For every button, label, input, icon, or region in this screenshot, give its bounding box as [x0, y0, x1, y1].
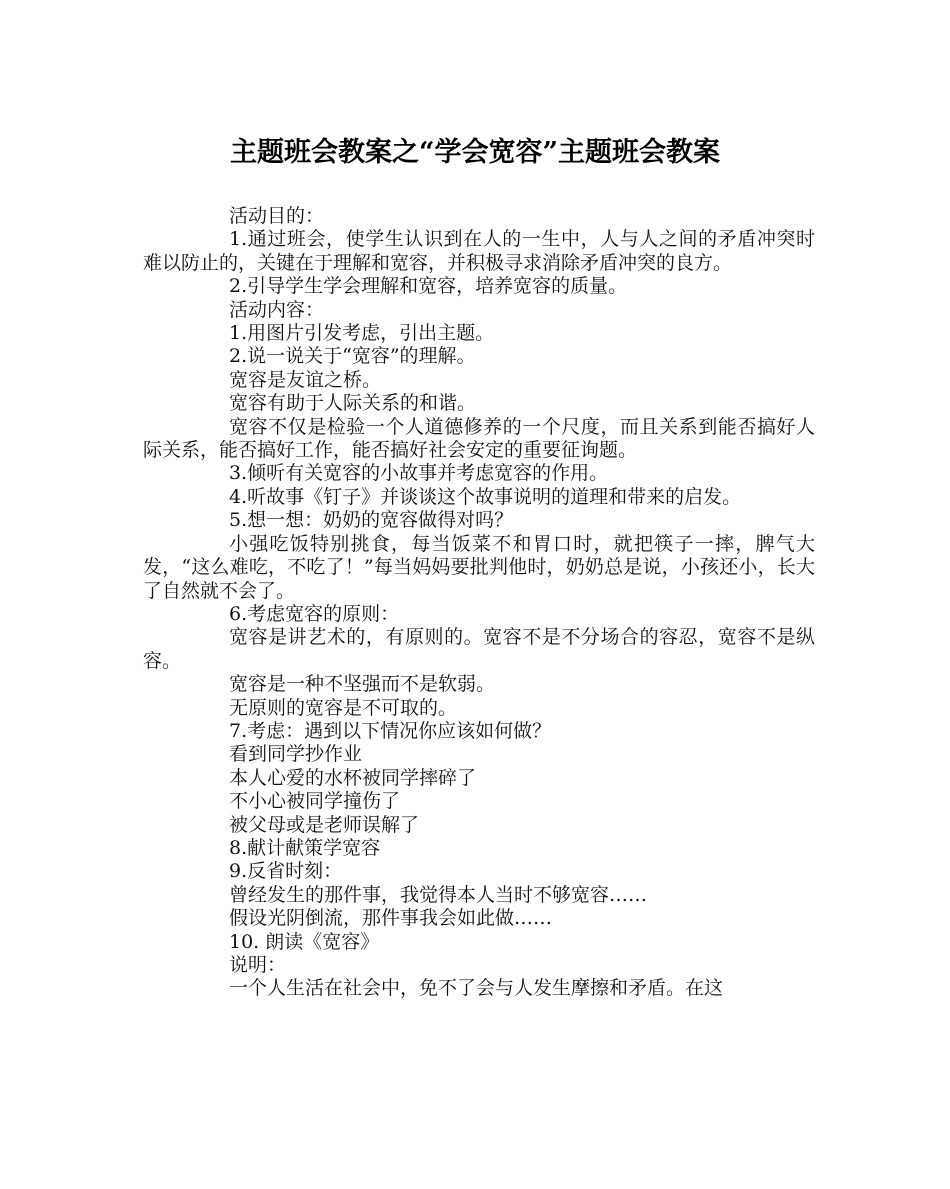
- paragraph: 宽容不仅是检验一个人道德修养的一个尺度，而且关系到能否搞好人际关系，能否搞好工作，能否搞好社会安定的重要征询题。: [143, 415, 815, 462]
- paragraph: 活动目的：: [229, 205, 325, 227]
- paragraph: 被父母或是老师误解了: [229, 813, 420, 836]
- paragraph: 8.献计献策学宽容: [229, 836, 381, 859]
- paragraph: 2.引导学生学会理解和宽容，培养宽容的质量。: [229, 275, 628, 298]
- paragraph: 说明：: [229, 954, 287, 976]
- paragraph: 一个人生活在社会中，免不了会与人发生摩擦和矛盾。在这: [229, 977, 724, 1000]
- paragraph: 活动内容：: [229, 298, 325, 321]
- paragraph: 6.考虑宽容的原则：: [229, 602, 400, 625]
- paragraph: 宽容是友谊之桥。: [229, 368, 382, 391]
- document-title: 主题班会教案之“学会宽容”主题班会教案: [229, 137, 721, 168]
- paragraph: 1.通过班会，使学生认识到在人的一生中，人与人之间的矛盾冲突时难以防止的，关键在于理解和宽容，并积极寻求消除矛盾冲突的良方。: [143, 228, 815, 274]
- paragraph: 不小心被同学撞伤了: [229, 790, 401, 813]
- paragraph: 1.用图片引发考虑，引出主题。: [229, 322, 495, 345]
- document-body: [143, 205, 815, 1001]
- paragraph: 看到同学抄作业: [229, 743, 363, 766]
- paragraph: 7.考虑：遇到以下情况你应该如何做？: [229, 719, 552, 742]
- paragraph: 无原则的宽容是不可取的。: [229, 696, 458, 719]
- paragraph: 假设光阴倒流，那件事我会如此做……: [229, 907, 553, 930]
- paragraph: 本人心爱的水杯被同学摔碎了: [229, 766, 477, 789]
- paragraph: 5.想一想：奶奶的宽容做得对吗？: [229, 509, 514, 532]
- paragraph: 9.反省时刻：: [229, 860, 343, 883]
- paragraph: 宽容是一种不坚强而不是软弱。: [229, 673, 496, 696]
- paragraph: 宽容有助于人际关系的和谐。: [229, 392, 477, 415]
- paragraph: 2.说一说关于“宽容”的理解。: [229, 345, 476, 368]
- paragraph: 10. 朗读《宽容》: [229, 930, 380, 953]
- paragraph: 宽容是讲艺术的，有原则的。宽容不是不分场合的容忍，宽容不是纵容。: [143, 626, 815, 672]
- paragraph: 小强吃饭特别挑食，每当饭菜不和胃口时，就把筷子一摔，脾气大发，“这么难吃，不吃了！”每当妈妈要批判他时，奶奶总是说，小孩还小，长大了自然就不会了。: [143, 532, 815, 602]
- paragraph: 3.倾听有关宽容的小故事并考虑宽容的作用。: [229, 462, 609, 485]
- paragraph: 曾经发生的那件事，我觉得本人当时不够宽容……: [229, 883, 648, 906]
- paragraph: 4.听故事《钉子》并谈谈这个故事说明的道理和带来的启发。: [229, 485, 742, 508]
